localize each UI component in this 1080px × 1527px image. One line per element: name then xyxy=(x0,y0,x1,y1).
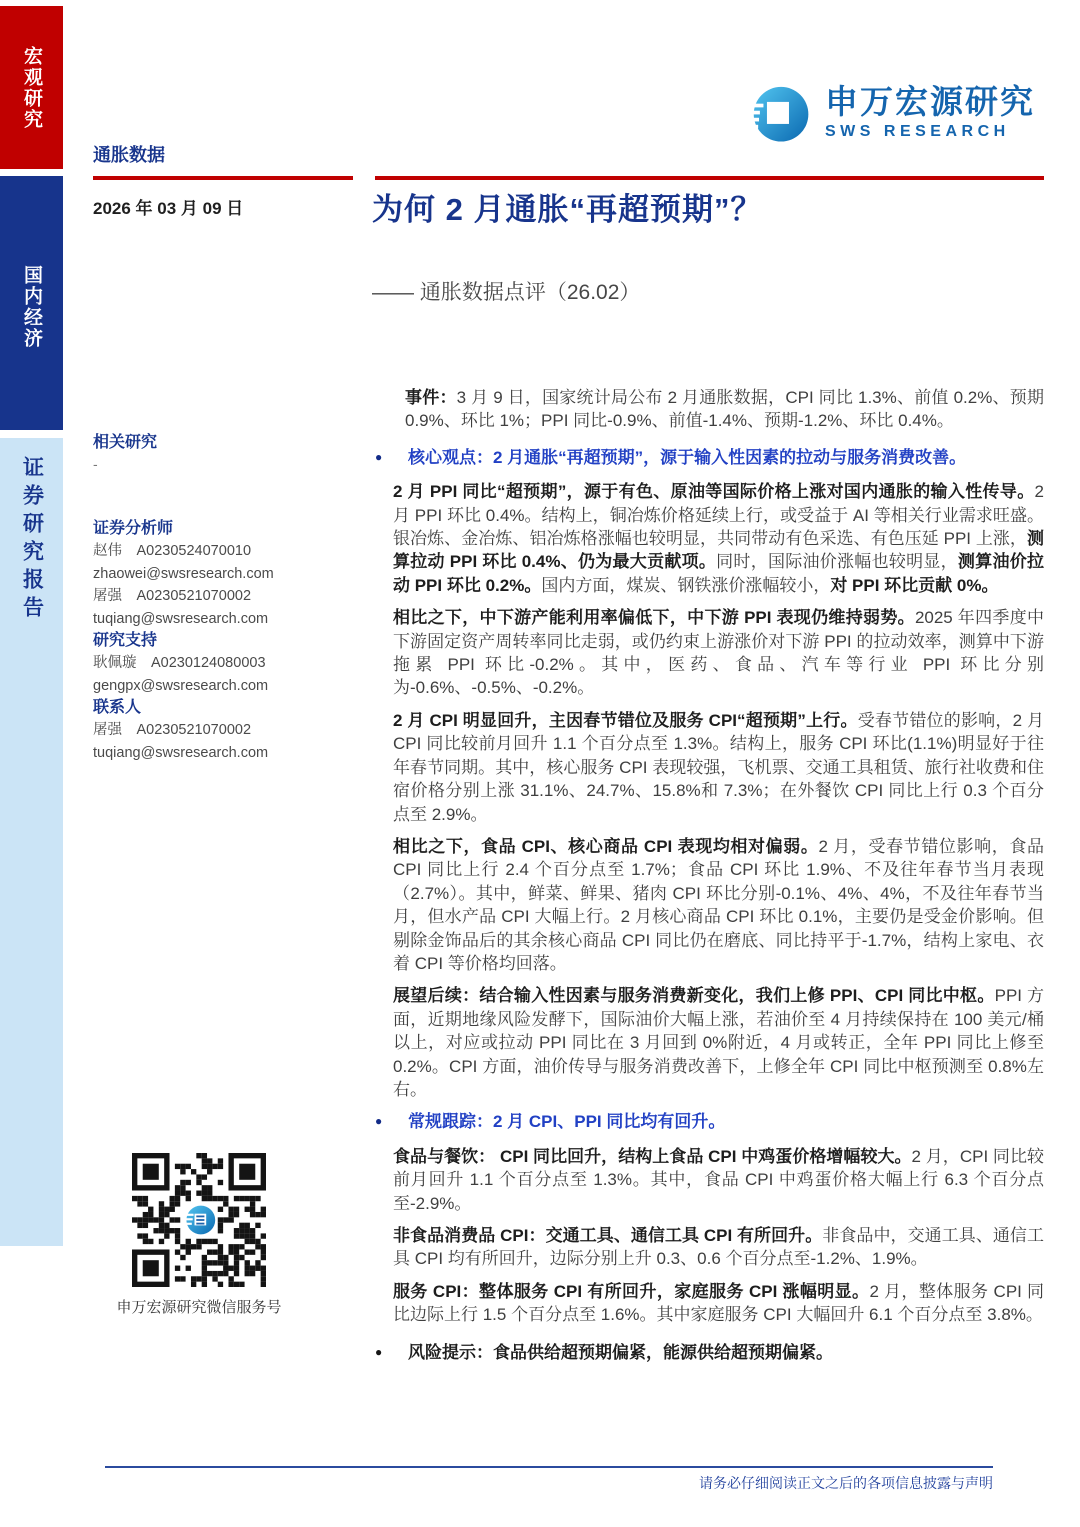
tracking-text: 常规跟踪：2 月 CPI、PPI 同比均有回升。 xyxy=(408,1112,726,1132)
report-date: 2026 年 03 月 09 日 xyxy=(93,199,244,218)
body-paragraph-food-cpi: 相比之下，食品 CPI、核心商品 CPI 表现均相对偏弱。2 月，受春节错位影响，食品 CPI 同比上行 2.4 个百分点至 1.7%；食品 CPI 环比 1.9%、不及往年春节当月表现（2.7%）。其中，鲜菜、鲜果、猪肉 CPI 环比分别-0.1%、4%、4%，不及往年春节当月，但水产品 CPI 大幅上行。2 月核心商品 CPI 环比 0.1%，主要仍是受金价影响。但剔除金饰品后的其余核心商品 CPI 同比仍在磨底、同比持平于-1.7%，结构上家电、衣着 CPI 等价格均回落。 xyxy=(393,836,1044,973)
body-paragraph-cpi-rebound: 2 月 CPI 明显回升，主因春节错位及服务 CPI“超预期”上行。受春节错位的影响，2 月 CPI 同比较前月回升 1.1 个百分点至 1.3%。结构上，服务 CPI 环比(1.1%)明显好于往年春节同期。其中，核心服务 CPI 表现较强，飞机票、交通工具租赁、旅行社收费和住宿价格分别上涨 31.1%、24.7%、15.8%和 7.3%；在外餐饮 CPI 同比上行 0.3 个百分点至 2.9%。 xyxy=(393,710,1044,824)
report-subtitle: —— 通胀数据点评（26.02） xyxy=(372,281,641,304)
sws-logo-cn: 申万宏源研究 xyxy=(825,83,1035,120)
body-paragraph-ppi: 2 月 PPI 同比“超预期”，源于有色、原油等国际价格上涨对国内通胀的输入性传导。2 月 PPI 环比 0.4%。结构上，铜冶炼价格延续上行，或受益于 AI 等相关行业需求旺盛。银冶炼、金冶炼、铝冶炼格涨幅也较明显，共同带动有色采选、有色压延 PPI 上涨，测算拉动 PPI 环比 0.4%、仍为最大贡献项。同时，国际油价涨幅也较明显，测算油价拉动 PPI 环比 0.2%。国内方面，煤炭、钢铁涨价涨幅较小，对 PPI 环比贡献 0%。 xyxy=(393,482,1044,595)
bullet-dot-icon: ● xyxy=(375,449,383,464)
support-section-title: 研究支持 xyxy=(93,632,158,649)
risk-warning-text: 风险提示：食品供给超预期偏紧，能源供给超预期偏紧。 xyxy=(408,1342,833,1362)
risk-warning-bullet xyxy=(372,1341,1044,1364)
sws-logo xyxy=(737,84,1035,153)
support-email: gengpx@swsresearch.com xyxy=(93,677,269,694)
analyst-name-id: 屠强 A0230521070002 xyxy=(93,588,252,604)
red-rule-right xyxy=(375,176,1044,180)
analyst-name-id: 赵伟 A0230524070010 xyxy=(93,543,252,559)
qr-caption: 申万宏源研究微信服务号 xyxy=(116,1299,282,1316)
event-paragraph: 事件：3 月 9 日，国家统计局公布 2 月通胀数据，CPI 同比 1.3%、前值 0.2%、预期 0.9%、环比 1%；PPI 同比-0.9%、前值-1.4%、预期-1.2%、环比 0.4%。 xyxy=(405,388,1045,431)
sidebar-domestic-economy-label: 国内经济 xyxy=(21,265,42,349)
core-view-bullet xyxy=(372,446,1044,469)
analyst-email: zhaowei@swsresearch.com xyxy=(93,565,274,582)
sidebar-securities-report-bar xyxy=(0,438,63,1246)
analyst-email: tuqiang@swsresearch.com xyxy=(93,610,269,627)
red-rule-left xyxy=(93,176,353,180)
analyst-section-title: 证券分析师 xyxy=(93,520,174,537)
report-category: 通胀数据 xyxy=(93,145,165,165)
body-paragraph-services: 服务 CPI：整体服务 CPI 有所回升，家庭服务 CPI 涨幅明显。2 月，整体服务 CPI 同比边际上行 1.5 个百分点至 1.6%。其中家庭服务 CPI 大幅回升 6.1 个百分点至 3.8%。 xyxy=(393,1281,1044,1325)
sidebar-domestic-economy-bar xyxy=(0,176,63,430)
sws-globe-icon xyxy=(737,84,811,153)
body-paragraph-food-dining: 食品与餐饮： CPI 同比回升，结构上食品 CPI 中鸡蛋价格增幅较大。2 月，CPI 同比较前月回升 1.1 个百分点至 1.3%。其中，食品 CPI 中鸡蛋价格大幅上行 6.3 个百分点至-2.9%。 xyxy=(393,1146,1044,1213)
related-research-placeholder: - xyxy=(93,456,98,472)
sidebar-macro-research-label: 宏观研究 xyxy=(21,46,42,130)
contact-email: tuqiang@swsresearch.com xyxy=(93,744,269,761)
sidebar-securities-report-label: 证券研究报告 xyxy=(20,456,44,624)
sws-logo-en: SWS RESEARCH xyxy=(825,123,1010,140)
contact-section-title: 联系人 xyxy=(93,699,142,716)
bullet-dot-icon: ● xyxy=(375,1344,383,1359)
support-name-id: 耿佩璇 A0230124080003 xyxy=(93,655,266,671)
body-paragraph-outlook: 展望后续：结合输入性因素与服务消费新变化，我们上修 PPI、CPI 同比中枢。PPI 方面，近期地缘风险发酵下，国际油价大幅上涨，若油价至 4 月持续保持在 100 美元/桶以上，对应或拉动 PPI 同比在 3 月回到 0%附近，4 月或转正，全年 PPI 同比上修至 0.2%。CPI 方面，油价传导与服务消费改善下，上修全年 CPI 同比中枢预测至 0.8%左右。 xyxy=(393,986,1045,1099)
tracking-bullet xyxy=(372,1110,1044,1133)
contact-name-id: 屠强 A0230521070002 xyxy=(93,722,252,738)
related-research-title: 相关研究 xyxy=(93,434,158,451)
qr-center-logo-icon xyxy=(181,1202,217,1238)
body-paragraph-nonfood: 非食品消费品 CPI：交通工具、通信工具 CPI 有所回升。非食品中，交通工具、通信工具 CPI 均有所回升，边际分别上升 0.3、0.6 个百分点至-1.2%、1.9%。 xyxy=(393,1226,1044,1269)
report-title: 为何 2 月通胀“再超预期”？ xyxy=(372,192,763,227)
footer-disclaimer: 请务必仔细阅读正文之后的各项信息披露与声明 xyxy=(699,1475,993,1491)
left-info-panel xyxy=(93,432,361,764)
report-body xyxy=(372,386,1044,1375)
sws-logo-text xyxy=(825,84,1035,142)
core-view-text: 核心观点：2 月通胀“再超预期”，源于输入性因素的拉动与服务消费改善。 xyxy=(408,447,967,467)
body-paragraph-midstream: 相比之下，中下游产能利用率偏低下，中下游 PPI 表现仍维持弱势。2025 年四季度中下游固定资产周转率同比走弱，或仍约束上游涨价对下游 PPI 的拉动效率，测算中下游拖累 PPI 环比-0.2%。其中，医药、食品、汽车等行业 PPI 环比分别为-0.6%、-0.5%、-0.2%。 xyxy=(393,608,1044,698)
sidebar-macro-research-bar xyxy=(0,6,63,169)
bullet-dot-icon: ● xyxy=(375,1114,383,1129)
footer-divider xyxy=(105,1466,993,1468)
wechat-qr-code xyxy=(132,1153,266,1287)
